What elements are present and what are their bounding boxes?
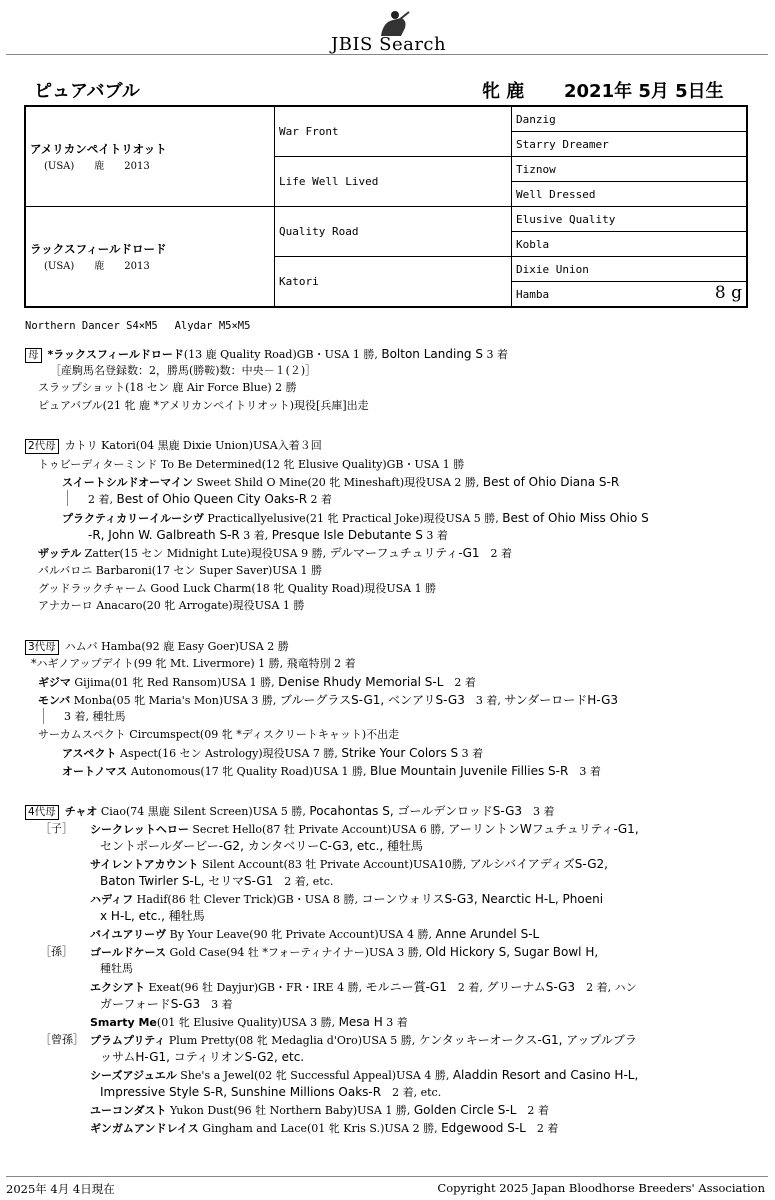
s2-row-6 [88, 527, 448, 544]
s4-row-5-race: Baton Twirler S-L, セリマS-G1 [100, 874, 274, 888]
s4-row-17-race: Impressive Style S-R, Sunshine Millions Oaks-R [100, 1085, 382, 1099]
s4-row-19-record: Gingham and Lace(01 牝 Kris S.)USA 2 勝, [198, 1122, 442, 1135]
s4-row-5 [100, 873, 333, 890]
s4-row-18-race: Golden Circle S-L [413, 1103, 517, 1117]
s4-row-14 [90, 1032, 637, 1049]
s2-row-4-place2: 2 着 [307, 493, 333, 506]
s3-horse-monba[interactable]: モンバ [38, 694, 71, 707]
s4-row-4-record: Silent Account(83 牡 Private Account)USA10勝, [198, 858, 470, 871]
label-grandchild: ［孫］ [40, 945, 73, 958]
s4-row-2-record: Secret Hello(87 牡 Private Account)USA 6 勝, [188, 823, 449, 836]
s4-horse-gold-case[interactable]: ゴールドケース [90, 946, 167, 959]
s4-row-18-place: 2 着 [516, 1104, 549, 1117]
s4-row-11-record: Exeat(96 牡 Dayjur)GB・FR・IRE 4 勝, [145, 981, 366, 994]
s2-row-3-record: Sweet Shild O Mine(20 牝 Mineshaft)現役USA 2 勝, [192, 476, 483, 489]
s4-row-17-place: 2 着, etc. [381, 1086, 442, 1099]
s4-row-9-record: Gold Case(94 牡 *フォーティナイナー)USA 3 勝, [166, 946, 426, 959]
gen3-7[interactable]: Dixie Union [512, 257, 748, 282]
sex-color: 牝 鹿 [482, 81, 525, 102]
s3-row-2[interactable]: *ハギノアップデイト(99 牝 Mt. Livermore) 1 勝, 飛竜特別 2 着 [31, 657, 356, 670]
gen3-2[interactable]: Starry Dreamer [512, 132, 748, 157]
s4-row-18-record: Yukon Dust(96 牡 Northern Baby)USA 1 勝, [166, 1104, 414, 1117]
indent-bar [67, 490, 68, 506]
s4-horse-ciao[interactable]: チャオ [64, 805, 98, 818]
s4-row-12 [100, 996, 233, 1013]
dam-info: (USA) 鹿 2013 [44, 261, 150, 272]
s3-row-4-race: ブルーグラスS-G1, ベンアリS-G3 [279, 693, 465, 707]
s2-row-5-record: Practicallyelusive(21 牝 Practical Joke)現役USA 5 勝, [203, 512, 503, 525]
s4-row-5-place: 2 着, etc. [273, 875, 334, 888]
gen3-4[interactable]: Well Dressed [512, 182, 748, 207]
s2-row-6-race: -R, John W. Galbreath S-R [88, 528, 240, 542]
dam-dam[interactable]: Katori [275, 257, 512, 308]
dam-name[interactable]: ラックスフィールドロード [30, 242, 167, 256]
s4-row-11-place2: 2 着, ハン [575, 981, 637, 994]
s4-row-12-place: 3 着 [200, 998, 233, 1011]
s3-row-8-race: Blue Mountain Juvenile Fillies S-R [370, 764, 569, 778]
s4-row-2 [90, 821, 639, 838]
s3-row-4-race2: サンダーロードH-G3 [504, 693, 619, 707]
pedigree-table [24, 105, 748, 308]
section-tag-dam: 母 [25, 348, 42, 363]
s4-row-1-race: Pocahontas S, ゴールデンロッドS-G3 [309, 804, 523, 818]
s4-row-15-race: ッサムH-G1, コティリオンS-G2, etc. [100, 1050, 305, 1064]
s2-row-5 [62, 510, 649, 527]
s2-row-4-place: 2 着, [88, 493, 117, 506]
s4-row-18 [90, 1102, 549, 1119]
sire-dam[interactable]: Life Well Lived [275, 157, 512, 207]
jbis-logo[interactable] [325, 8, 465, 54]
s2-row-2[interactable]: トゥビーディターミンド To Be Determined(12 牝 Elusive Quality)GB・USA 1 勝 [38, 458, 465, 471]
s3-horse-aspect[interactable]: アスペクト [62, 747, 117, 760]
s2-row-4-race: Best of Ohio Queen City Oaks-R [116, 492, 308, 506]
third-dam-line [25, 639, 289, 655]
second-dam-record[interactable]: カトリ Katori(04 黒鹿 Dixie Union)USA入着３回 [64, 439, 322, 452]
s3-row-3 [38, 674, 476, 691]
s2-row-10[interactable]: アナカーロ Anacaro(20 牝 Arrogate)現役USA 1 勝 [38, 599, 305, 612]
inbreeding-info: Northern Dancer S4×M5 Alydar M5×M5 [25, 320, 251, 332]
s3-row-7-race: Strike Your Colors S [341, 746, 459, 760]
gen3-3[interactable]: Tiznow [512, 157, 748, 182]
s4-row-12-race: ガーフォードS-G3 [100, 997, 201, 1011]
s4-row-11-race: モルニー賞-G1 [365, 980, 447, 994]
indent-bar [43, 708, 44, 724]
s2-horse-sweet[interactable]: スイートシルドオーマイン [62, 476, 193, 489]
s4-row-1-place: 3 着 [522, 805, 555, 818]
s3-row-4-record: Monba(05 牝 Maria's Mon)USA 3 勝, [70, 694, 280, 707]
s2-row-8[interactable]: バルバロニ Barbaroni(17 セン Super Saver)USA 1 勝 [38, 564, 323, 577]
s4-row-13-record: (01 牝 Elusive Quality)USA 3 勝, [156, 1016, 339, 1029]
s2-horse-zatter[interactable]: ザッテル [38, 547, 82, 560]
s4-row-2-race: アーリントンWフュチュリティ-G1, [448, 822, 639, 836]
s2-row-7-record: Zatter(15 セン Midnight Lute)現役USA 9 勝, [81, 547, 330, 560]
s2-horse-practically[interactable]: プラクティカリーイルーシヴ [62, 512, 204, 525]
birth-date: 2021年 5月 5日生 [564, 81, 724, 102]
s4-row-11-place: 2 着, [446, 981, 487, 994]
s4-row-8-race: Anne Arundel S-L [435, 927, 540, 941]
s4-horse-smarty-me[interactable]: Smarty Me [90, 1016, 157, 1029]
footer-divider [6, 1176, 768, 1177]
s4-row-4-race: アルシバイアディズS-G2, [469, 857, 608, 871]
header-divider [6, 54, 768, 55]
gen3-5[interactable]: Elusive Quality [512, 207, 748, 232]
s4-row-4 [90, 856, 608, 873]
s3-row-3-place: 2 着 [443, 676, 476, 689]
dam-record: (13 鹿 Quality Road)GB・USA 1 勝, [183, 348, 382, 361]
s3-row-3-race: Denise Rhudy Memorial S-L [278, 675, 444, 689]
s4-horse-shes-a-jewel[interactable]: シーズアジュエル [90, 1069, 177, 1082]
s4-row-11 [90, 979, 637, 996]
s4-horse-by-your-leave[interactable]: バイユアリーヴ [90, 928, 167, 941]
s3-row-7-record: Aspect(16 セン Astrology)現役USA 7 勝, [116, 747, 342, 760]
sire-info: (USA) 鹿 2013 [44, 161, 150, 172]
s4-row-19-race: Edgewood S-L [441, 1121, 526, 1135]
footer-copyright: Copyright 2025 Japan Bloodhorse Breeders' Association [437, 1181, 765, 1195]
dam-cell [25, 207, 275, 308]
s3-row-8-record: Autonomous(17 牝 Quality Road)USA 1 勝, [127, 765, 371, 778]
s4-row-6-record: Hadif(86 牡 Clever Trick)GB・USA 8 勝, [133, 893, 362, 906]
s4-row-13-place: 3 着 [382, 1016, 408, 1029]
produce-1[interactable]: スラップショット(18 セン 鹿 Air Force Blue) 2 勝 [38, 381, 297, 394]
s3-row-4-place: 3 着, [464, 694, 505, 707]
s3-row-6[interactable]: サーカムスペクト Circumspect(09 牝 *ディスクリートキャット)不出走 [38, 728, 400, 741]
s2-row-7-race: デルマーフュチュリティ-G1 [329, 546, 480, 560]
s4-row-16 [90, 1067, 638, 1084]
s4-row-7-race: x H-L, etc., 種牡馬 [100, 909, 205, 923]
s2-row-9[interactable]: グッドラックチャーム Good Luck Charm(18 牝 Quality Road)現役USA 1 勝 [38, 582, 437, 595]
s4-row-16-race: Aladdin Resort and Casino H-L, [452, 1068, 639, 1082]
s2-row-6-place2: 3 着 [422, 529, 448, 542]
s4-row-8-record: By Your Leave(90 牝 Private Account)USA 4 勝, [166, 928, 436, 941]
gen3-8[interactable]: Hamba [516, 287, 550, 301]
sire-cell [25, 106, 275, 207]
horse-name: ピュアバブル [34, 81, 140, 102]
s4-row-3-race: セントポールダービー-G2, カンタベリーC-G3, etc., 種牡馬 [100, 839, 424, 853]
family-number: 8 g [714, 283, 742, 303]
s3-row-3-record: Gijima(01 牝 Red Ransom)USA 1 勝, [70, 676, 279, 689]
s4-row-14-record: Plum Pretty(08 牝 Medaglia d'Oro)USA 5 勝, [165, 1034, 419, 1047]
dam-sire[interactable]: Quality Road [275, 207, 512, 257]
s4-horse-secret-hello[interactable]: シークレットヘロー [90, 823, 189, 836]
s3-row-8-place: 3 着 [568, 765, 601, 778]
section-tag-4th-dam: 4代母 [25, 805, 59, 820]
s4-row-10: 種牡馬 [100, 962, 133, 975]
s3-row-8 [62, 763, 601, 780]
s3-horse-gijima[interactable]: ギジマ [38, 676, 71, 689]
s2-row-6-race2: Presque Isle Debutante S [271, 528, 423, 542]
s4-row-14-race: ケンタッキーオークス-G1, アップルブラ [418, 1033, 637, 1047]
section-tag-3rd-dam: 3代母 [25, 640, 59, 655]
produce-stats: ［産駒馬名登録数：2，勝馬(勝鞍)数：中央－１(２)］ [50, 364, 317, 377]
label-great-grandchild: ［曾孫］ [40, 1033, 84, 1046]
s4-row-13-race: Mesa H [338, 1015, 383, 1029]
second-dam-line [25, 438, 322, 454]
s4-row-11-race2: グリーナムS-G3 [486, 980, 576, 994]
produce-2[interactable]: ピュアバブル(21 牝 鹿 *アメリカンペイトリオット)現役[兵庫]出走 [38, 399, 369, 412]
s3-row-4 [38, 692, 618, 709]
s4-row-7 [100, 908, 205, 925]
gen3-6[interactable]: Kobla [512, 232, 748, 257]
s4-horse-gingham-and-lace[interactable]: ギンガムアンドレイス [90, 1122, 199, 1135]
footer-date: 2025年 4月 4日現在 [6, 1182, 115, 1196]
s4-row-8 [90, 926, 539, 943]
s4-row-1-record: Ciao(74 黒鹿 Silent Screen)USA 5 勝, [97, 805, 310, 818]
sire-sire[interactable]: War Front [275, 106, 512, 157]
s4-row-9-race: Old Hickory S, Sugar Bowl H, [425, 945, 599, 959]
s3-row-5: 3 着, 種牡馬 [64, 710, 126, 723]
s4-row-6-race: コーンウォリスS-G3, Nearctic H-L, Phoeni [361, 892, 604, 906]
s4-horse-plum-pretty[interactable]: プラムプリティ [90, 1034, 166, 1047]
s4-row-16-record: She's a Jewel(02 牝 Successful Appeal)USA 4 勝, [176, 1069, 453, 1082]
s3-row-7-place: 3 着 [458, 747, 484, 760]
s2-row-7-place: 2 着 [479, 547, 513, 560]
s4-row-6 [90, 891, 603, 908]
s4-horse-exeat[interactable]: エクシアト [90, 981, 145, 994]
logo-text: JBIS Search [331, 34, 447, 55]
s3-horse-autonomous[interactable]: オートノマス [62, 765, 128, 778]
s4-row-15 [100, 1049, 304, 1066]
s4-row-9 [90, 944, 598, 961]
s4-horse-silent-account[interactable]: サイレントアカウント [90, 858, 199, 871]
s4-row-3 [100, 838, 423, 855]
third-dam-record[interactable]: ハムバ Hamba(92 鹿 Easy Goer)USA 2 勝 [64, 640, 289, 653]
s2-row-5-race: Best of Ohio Miss Ohio S [502, 511, 649, 525]
s4-row-17 [100, 1084, 441, 1101]
gen3-8-cell [512, 282, 748, 308]
label-child: ［子］ [40, 822, 73, 835]
s2-row-4 [88, 491, 332, 508]
s4-horse-yukon-dust[interactable]: ユーコンダスト [90, 1104, 167, 1117]
s4-row-19-place: 2 着 [525, 1122, 559, 1135]
s2-row-3 [62, 474, 619, 491]
s4-row-13 [90, 1014, 408, 1031]
s4-horse-hadif[interactable]: ハディフ [90, 893, 134, 906]
dam-line [25, 346, 508, 363]
s2-row-3-race: Best of Ohio Diana S-R [482, 475, 620, 489]
dam-race: Bolton Landing S [381, 347, 483, 361]
s2-row-6-place: 3 着, [239, 529, 272, 542]
s2-row-7 [38, 545, 512, 562]
fourth-dam-line [25, 803, 555, 820]
dam-name-link[interactable]: *ラックスフィールドロード [47, 348, 184, 361]
sire-name[interactable]: アメリカンペイトリオット [30, 142, 167, 156]
dam-race-place: 3 着 [482, 348, 508, 361]
section-tag-2nd-dam: 2代母 [25, 439, 59, 454]
s3-row-7 [62, 745, 483, 762]
gen3-1[interactable]: Danzig [512, 106, 748, 132]
s4-row-19 [90, 1120, 558, 1137]
